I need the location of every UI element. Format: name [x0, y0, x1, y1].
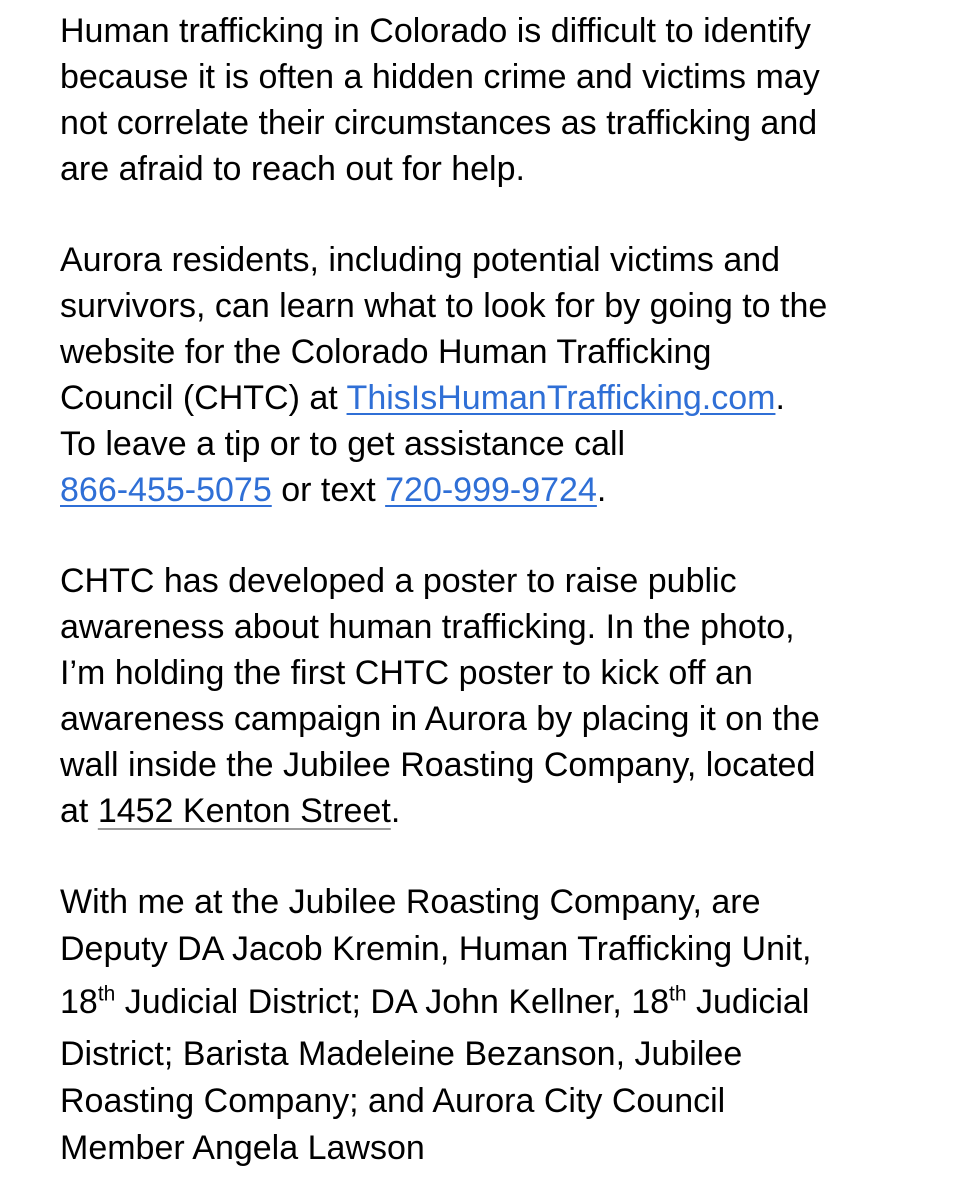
text-line: To leave a tip or to get assistance call — [60, 425, 626, 463]
text-fragment: or text — [271, 471, 386, 509]
ordinal-suffix: th — [669, 982, 687, 1006]
text-fragment: Judicial District; DA John Kellner, 18 — [115, 983, 670, 1021]
text-line: District; Barista Madeleine Bezanson, Jubilee — [60, 1035, 743, 1073]
text-fragment: 18 — [60, 983, 98, 1021]
text-fragment: at — [60, 792, 98, 830]
text-line — [60, 375, 932, 421]
text-fragment: . — [775, 379, 785, 417]
text-line: I’m holding the first CHTC poster to kick off an — [60, 654, 753, 692]
ordinal-suffix: th — [97, 982, 116, 1006]
text-line: Deputy DA Jacob Kremin, Human Trafficking Unit, — [60, 930, 812, 968]
paragraph-resources — [60, 237, 932, 513]
text-line: Roasting Company; and Aurora City Council — [60, 1082, 726, 1120]
text-fragment: Judicial — [686, 983, 810, 1021]
paragraph-poster — [60, 558, 932, 834]
text-fragment: . — [390, 792, 401, 830]
text-line: With me at the Jubilee Roasting Company, are — [60, 883, 761, 921]
text-line: because it is often a hidden crime and victims may — [60, 58, 820, 96]
text-line — [60, 788, 932, 834]
text-line: wall inside the Jubilee Roasting Company, located — [60, 746, 816, 784]
text-line: CHTC has developed a poster to raise public — [60, 562, 737, 600]
text-line: Aurora residents, including potential victims and — [60, 241, 781, 279]
paragraph-intro — [60, 8, 932, 192]
text-line: awareness about human trafficking. In the photo, — [60, 608, 795, 646]
text-line: awareness campaign in Aurora by placing it on the — [60, 700, 820, 738]
text-line: survivors, can learn what to look for by going to the — [60, 287, 828, 325]
paragraph-attendees — [60, 879, 932, 1172]
text-line: not correlate their circumstances as trafficking and — [60, 104, 818, 142]
website-link[interactable]: ThisIsHumanTrafficking.com — [346, 379, 776, 417]
text-fragment: . — [596, 471, 607, 509]
text-fragment: Council (CHTC) at — [60, 379, 347, 417]
text-number-link[interactable]: 720-999-9724 — [385, 471, 597, 509]
text-line — [60, 973, 932, 1031]
text-line: website for the Colorado Human Trafficking — [60, 333, 712, 371]
text-line: Human trafficking in Colorado is difficult to identify — [60, 12, 811, 50]
text-line: are afraid to reach out for help. — [60, 150, 525, 188]
address-link[interactable]: 1452 Kenton Street — [97, 792, 391, 830]
text-line — [60, 467, 932, 513]
text-line: Member Angela Lawson — [60, 1129, 425, 1167]
phone-link[interactable]: 866-455-5075 — [60, 471, 272, 509]
